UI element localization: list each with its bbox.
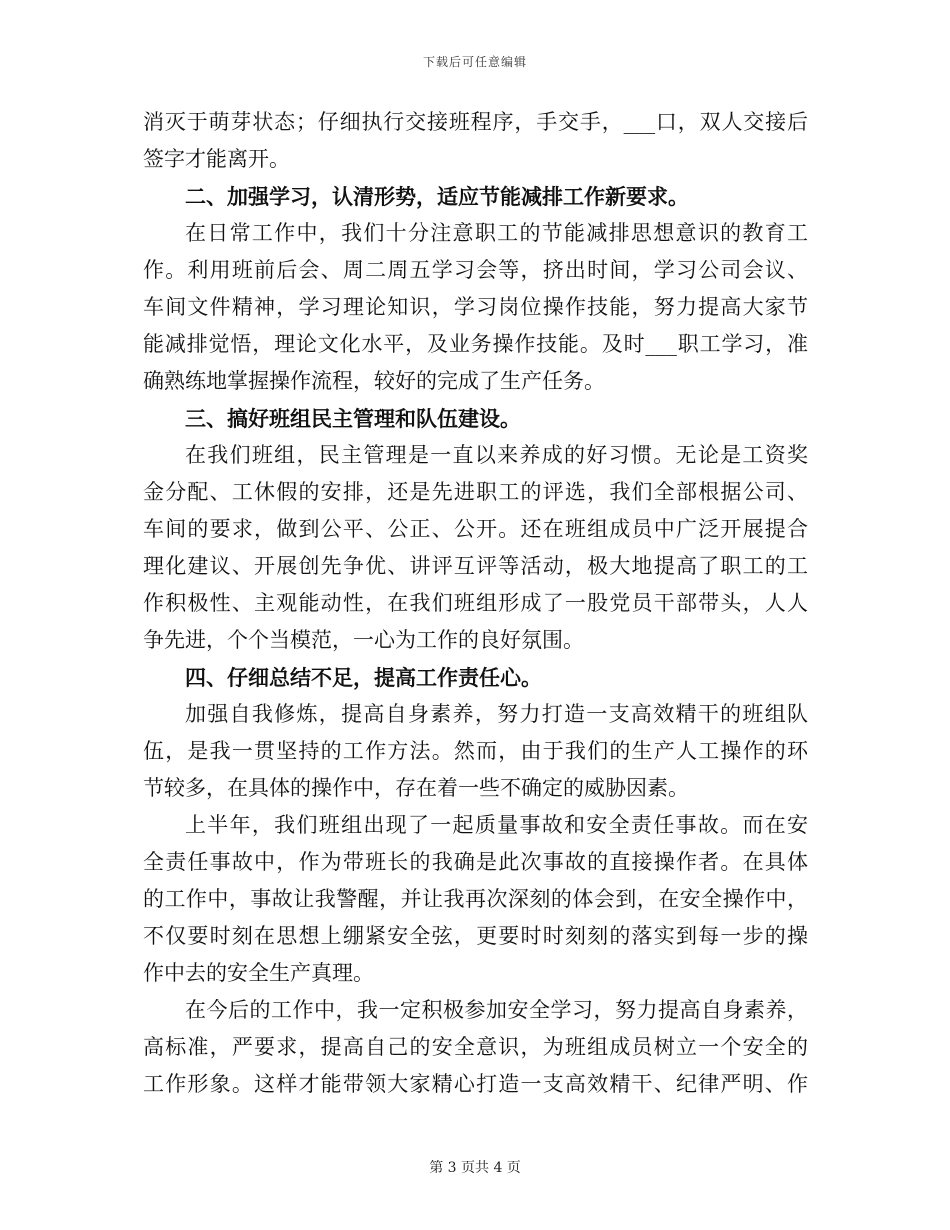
- body-line: 全责任事故中，作为带班长的我确是此次事故的直接操作者。在具体: [143, 850, 808, 874]
- body-line: 作。利用班前后会、周二周五学习会等，挤出时间，学习公司会议、: [143, 258, 808, 282]
- body-line: 高标准，严要求，提高自己的安全意识，为班组成员树立一个安全的: [143, 1035, 808, 1059]
- body-line: 金分配、工休假的安排，还是先进职工的评选，我们全部根据公司、: [143, 480, 808, 504]
- body-line: 理化建议、开展创先争优、讲评互评等活动，极大地提高了职工的工: [143, 554, 808, 578]
- body-line: 作中去的安全生产真理。: [143, 961, 374, 985]
- body-line: 在我们班组，民主管理是一直以来养成的好习惯。无论是工资奖: [185, 443, 808, 467]
- body-line: 车间的要求，做到公平、公正、公开。还在班组成员中广泛开展提合: [143, 517, 808, 541]
- body-line: 在日常工作中，我们十分注意职工的节能减排思想意识的教育工: [185, 221, 808, 245]
- section-heading: 三、搞好班组民主管理和队伍建设。: [185, 406, 521, 431]
- body-line: 节较多，在具体的操作中，存在着一些不确定的威胁因素。: [143, 776, 689, 800]
- body-line: 加强自我修炼，提高自身素养，努力打造一支高效精干的班组队: [185, 702, 808, 726]
- body-line: 在今后的工作中，我一定积极参加安全学习，努力提高自身素养，: [185, 998, 808, 1022]
- document-body: [143, 104, 808, 1103]
- document-header-note: 下载后可任意编辑: [422, 55, 527, 69]
- section-heading: 二、加强学习，认清形势，适应节能减排工作新要求。: [185, 184, 689, 209]
- body-line: 消灭于萌芽状态；仔细执行交接班程序，手交手，___口，双人交接后: [143, 110, 808, 134]
- section-heading: 四、仔细总结不足，提高工作责任心。: [185, 665, 542, 690]
- body-line: 作积极性、主观能动性，在我们班组形成了一股党员干部带头，人人: [143, 591, 808, 615]
- body-line: 能减排觉悟，理论文化水平，及业务操作技能。及时___职工学习，准: [143, 332, 808, 356]
- body-line: 不仅要时刻在思想上绷紧安全弦，更要时时刻刻的落实到每一步的操: [143, 924, 808, 948]
- body-line: 伍，是我一贯坚持的工作方法。然而，由于我们的生产人工操作的环: [143, 739, 808, 763]
- body-line: 争先进，个个当模范，一心为工作的良好氛围。: [143, 628, 584, 652]
- body-line: 车间文件精神，学习理论知识，学习岗位操作技能，努力提高大家节: [143, 295, 808, 319]
- body-line: 工作形象。这样才能带领大家精心打造一支高效精干、纪律严明、作: [143, 1072, 808, 1096]
- body-line: 上半年，我们班组出现了一起质量事故和安全责任事故。而在安: [185, 813, 808, 837]
- body-line: 签字才能离开。: [143, 147, 290, 171]
- body-line: 的工作中，事故让我警醒，并让我再次深刻的体会到，在安全操作中，: [143, 887, 808, 911]
- body-line: 确熟练地掌握操作流程，较好的完成了生产任务。: [143, 369, 605, 393]
- page-number: 第 3 页共 4 页: [429, 1160, 521, 1176]
